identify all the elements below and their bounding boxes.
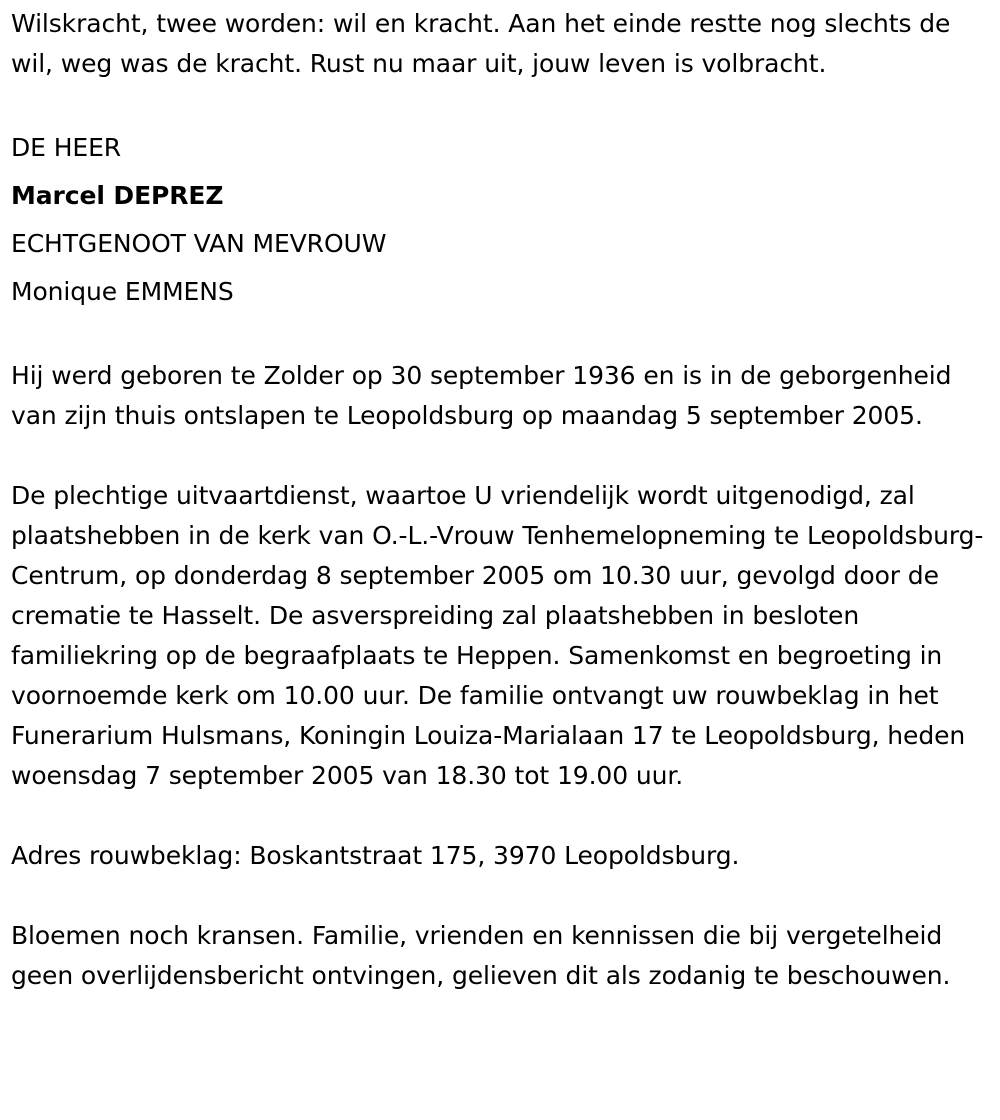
relation-line: ECHTGENOOT VAN MEVROUW: [11, 229, 387, 258]
honorific: DE HEER: [11, 133, 122, 162]
ceremony-paragraph: De plechtige uitvaartdienst, waartoe U vriendelijk wordt uitgenodigd, zal plaatshebben in de kerk van O.-L.-Vrouw Tenhemelopneming te Leopoldsburg-Centrum, op donderdag 8 september 2005 om 10.30 uur, gevolgd door de crematie te Hasselt. De asverspreiding zal plaatshebben in besloten familiekring op de begraafplaats te Heppen. Samenkomst en begroeting in voornoemde kerk om 10.00 uur. De familie ontvangt uw rouwbeklag in het Funerarium Hulsmans, Koningin Louiza-Marialaan 17 te Leopoldsburg, heden woensdag 7 september 2005 van 18.30 tot 19.00 uur.: [11, 481, 984, 790]
obituary-notice: [11, 4, 993, 996]
spacer: [11, 796, 993, 836]
spacer: [11, 316, 993, 356]
spacer: [11, 436, 993, 476]
address-paragraph: Adres rouwbeklag: Boskantstraat 175, 3970 Leopoldsburg.: [11, 841, 740, 870]
deceased-name: Marcel DEPREZ: [11, 181, 224, 210]
spacer: [11, 84, 993, 124]
motto-paragraph: Wilskracht, twee worden: wil en kracht. Aan het einde restte nog slechts de wil, weg was de kracht. Rust nu maar uit, jouw leven is volbracht.: [11, 9, 951, 78]
spouse-name: Monique EMMENS: [11, 277, 234, 306]
flowers-paragraph: Bloemen noch kransen. Familie, vrienden en kennissen die bij vergetelheid geen overlijdensbericht ontvingen, gelieven dit als zodanig te beschouwen.: [11, 921, 951, 990]
spacer: [11, 876, 993, 916]
birth-death-paragraph: Hij werd geboren te Zolder op 30 september 1936 en is in de geborgenheid van zijn thuis ontslapen te Leopoldsburg op maandag 5 september 2005.: [11, 361, 952, 430]
